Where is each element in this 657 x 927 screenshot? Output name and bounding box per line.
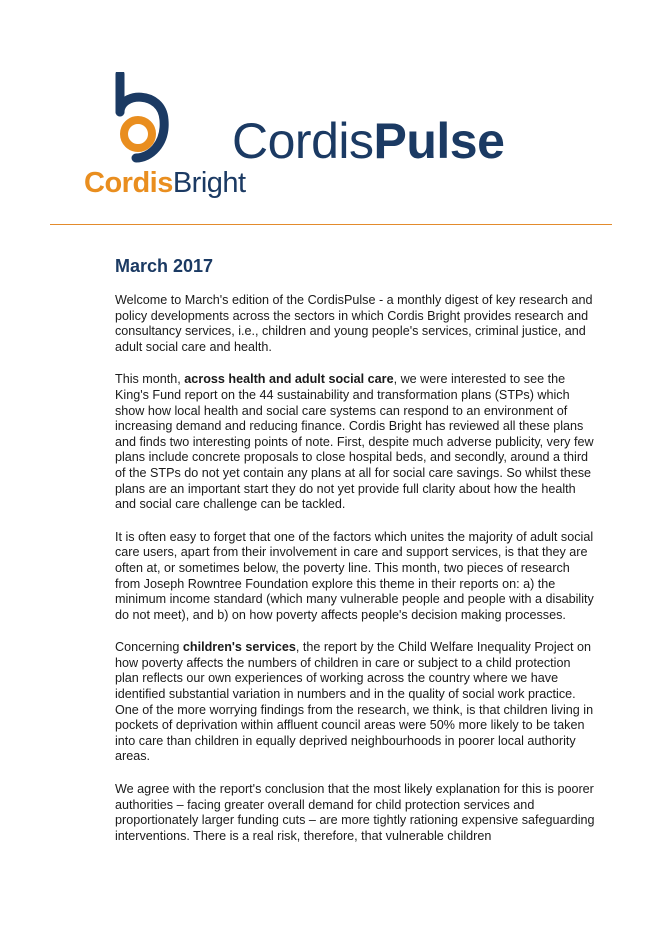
header-divider (50, 224, 612, 225)
issue-date: March 2017 (115, 256, 214, 276)
logo-wordmark-bright: Bright (172, 167, 246, 199)
masthead-title (232, 112, 504, 170)
paragraph-poverty: It is often easy to forget that one of the factors which unites the majority of adult social care users, apart from their involvement in care and support services, is that they are often at, or sometimes below, the poverty line. This month, two pieces of research from Joseph Rowntree Foundation explore this theme in their reports on: a) the minimum income standard (which many vulnerable people and people with a disability do not meet), and b) on how poverty affects people's decision making processes. (115, 529, 594, 622)
logo-wordmark (84, 167, 246, 200)
page-header (0, 0, 657, 230)
paragraph-children-lead: Concerning (115, 640, 183, 655)
paragraph-intro: Welcome to March's edition of the CordisPulse - a monthly digest of key research and policy developments across the sectors in which Cordis Bright provides research and consultancy services, i.e., children and young people's services, criminal justice, and adult social care and health. (115, 293, 593, 354)
logo-wordmark-cordis: Cordis (84, 167, 173, 199)
paragraph-health-social-care (115, 372, 595, 512)
newsletter-body (115, 256, 595, 861)
cordis-bright-logo (84, 72, 246, 199)
paragraph-children-emphasis: children's services (182, 640, 296, 655)
masthead-cordis: Cordis (232, 113, 374, 169)
cordis-bright-b-mark-icon (112, 72, 192, 167)
paragraph-health-emphasis: across health and adult social care (184, 372, 394, 387)
paragraph-health-lead: This month, (115, 372, 185, 387)
paragraph-conclusion: We agree with the report's conclusion that the most likely explanation for this is poorer authorities – facing greater overall demand for child protection services and proportionately larger funding cuts – are more tightly rationing expensive safeguarding interventions. There is a real risk, therefore, that vulnerable children (115, 782, 595, 843)
paragraph-childrens-services (115, 640, 595, 765)
masthead-pulse: Pulse (373, 113, 505, 169)
paragraph-children-body: , the report by the Child Welfare Inequality Project on how poverty affects the numbers of children in care or subject to a child protection plan reflects our own experiences of working across the country where we have identified substantial variation in numbers and in the quality of social work practice. One of the more worrying findings from the research, we think, is that children living in pockets of deprivation within affluent council areas were 50% more likely to be taken into care than children in equally deprived neighbourhoods in poorer local authority areas. (115, 640, 594, 764)
paragraph-health-body: , we were interested to see the King's Fund report on the 44 sustainability and transformation plans (STPs) which show how local health and social care systems can respond to an environment of increasing demand and reducing finance. Cordis Bright has reviewed all these plans and finds two interesting points of note. First, despite much adverse publicity, very few plans include concrete proposals to close hospital beds, and secondly, around a third of the STPs do not yet contain any plans at all for social care savings. So whilst these plans are an important start they do not yet provide full clarity about how the health and social care challenge can be tackled. (115, 372, 594, 512)
